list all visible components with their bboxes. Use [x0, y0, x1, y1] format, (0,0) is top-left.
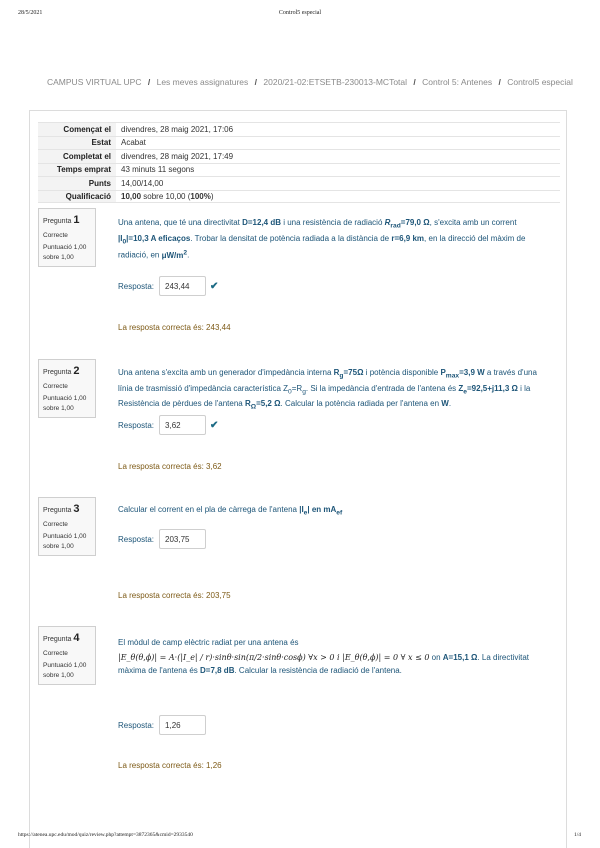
breadcrumb-separator: / — [498, 77, 501, 87]
question-info-4 — [38, 626, 96, 685]
question-number: 1 — [73, 214, 80, 226]
breadcrumb-campus[interactable]: CAMPUS VIRTUAL UPC — [47, 77, 142, 87]
text-bold: R — [384, 218, 391, 227]
text-sup: 2 — [183, 249, 188, 257]
grade-value: 10,00 — [121, 191, 142, 201]
check-icon: ✔ — [210, 280, 219, 292]
check-icon: ✔ — [210, 419, 219, 431]
answer-row-3 — [118, 529, 206, 549]
correct-answer-2 — [118, 462, 222, 471]
text-bold: A=15,1 Ω — [442, 653, 478, 663]
text-span: . Calcular la resistència de radiació de l'antena. — [234, 666, 402, 676]
question-grade-max: sobre 1,00 — [43, 671, 74, 679]
correct-prefix: La resposta correcta és: — [118, 591, 207, 600]
correct-value: 203,75 — [206, 591, 231, 600]
text-span: . — [187, 250, 190, 260]
text-bold: R — [244, 399, 251, 409]
print-url: https://atenea.upc.edu/mod/quiz/review.php?attempt=3872365&cmid=2933540 — [18, 832, 193, 838]
grade-percent: 100% — [190, 191, 211, 201]
breadcrumb — [47, 77, 573, 87]
question-prefix: Pregunta — [43, 218, 72, 225]
text-span: on — [429, 653, 443, 663]
question-info-3 — [38, 497, 96, 556]
summary-row-state — [38, 136, 560, 150]
answer-input[interactable]: 1,26 — [159, 715, 206, 735]
question-grade: Puntuació 1,00 — [43, 533, 87, 541]
e-field-formula: |E_θ(θ,ϕ)| = A·(|I_e| / r)·sinθ·sin(π/2·sinθ·cosϕ) ∀x > 0 i |E_θ(θ,ϕ)| = 0 ∀ x ≤ 0 — [118, 653, 430, 663]
summary-value: divendres, 28 maig 2021, 17:06 — [121, 124, 234, 134]
text-span: Una antena s'excita amb un generador d'impedància interna — [118, 368, 334, 377]
attempt-summary-table — [38, 122, 560, 203]
question-state: Correcte — [43, 520, 68, 528]
summary-value: 43 minuts 11 segons — [121, 165, 195, 175]
answer-input[interactable]: 203,75 — [159, 529, 206, 549]
text-span: i la Resistència de pèrdues de l'antena — [118, 383, 531, 409]
text-sub: ef — [336, 509, 343, 517]
answer-row-2 — [118, 415, 218, 435]
question-text-1 — [118, 216, 548, 262]
text-bold: W — [441, 399, 449, 409]
text-span: , en la direcció del màxim de radiació, en — [118, 233, 526, 260]
question-text-3 — [118, 503, 548, 519]
breadcrumb-separator: / — [413, 77, 416, 87]
summary-row-started — [38, 122, 560, 136]
text-span: a través d'una línia de trasmissió d'impedància característica Z — [118, 368, 537, 393]
text-line: El mòdul de camp elèctric radiat per una antena és — [118, 638, 299, 647]
grade-suffix: sobre 10,00 ( — [141, 191, 191, 201]
answer-label: Resposta: — [118, 720, 155, 730]
summary-label: Completat el — [38, 150, 116, 163]
text-span: Calcular el corrent en el pla de càrrega de l'antena — [118, 505, 300, 514]
question-grade: Puntuació 1,00 — [43, 244, 87, 252]
text-span: . Trobar la densitat de potència radiada a la distància de — [190, 233, 392, 243]
question-info-1 — [38, 208, 96, 267]
text-span: Una antena, que té una directivitat — [118, 218, 243, 227]
correct-prefix: La resposta correcta és: — [118, 761, 207, 770]
answer-label: Resposta: — [118, 281, 155, 291]
question-state: Correcte — [43, 231, 68, 239]
breadcrumb-my-courses[interactable]: Les meves assignatures — [156, 77, 249, 87]
answer-input[interactable]: 3,62 — [159, 415, 206, 435]
text-bold: |I — [118, 233, 123, 243]
question-info-2 — [38, 359, 96, 418]
text-sub: 0 — [122, 238, 127, 246]
text-sub: g — [339, 372, 344, 380]
breadcrumb-quiz[interactable]: Control5 especial — [507, 77, 573, 87]
text-bold: R — [333, 368, 340, 377]
summary-value: divendres, 28 maig 2021, 17:49 — [121, 151, 234, 161]
text-bold: =75Ω — [343, 368, 364, 377]
summary-label: Punts — [38, 177, 116, 190]
breadcrumb-separator: / — [147, 77, 151, 87]
correct-value: 1,26 — [206, 761, 222, 770]
summary-row-points — [38, 176, 560, 190]
question-text-2 — [118, 366, 548, 413]
breadcrumb-section[interactable]: Control 5: Antenes — [422, 77, 493, 87]
answer-row-4 — [118, 715, 206, 735]
summary-row-time — [38, 163, 560, 177]
text-bold: r=6,9 km — [391, 233, 425, 243]
question-text-4 — [118, 636, 548, 678]
text-sub: e — [303, 509, 308, 517]
text-sub: e — [463, 388, 467, 396]
print-date: 28/5/2021 — [18, 10, 43, 16]
question-grade: Puntuació 1,00 — [43, 395, 87, 403]
summary-label: Estat — [38, 137, 116, 150]
text-bold: =92,5+j11,3 Ω — [467, 383, 518, 393]
summary-value — [116, 192, 214, 201]
text-bold: D=12,4 dB — [242, 218, 281, 227]
correct-value: 243,44 — [206, 323, 231, 332]
text-bold: | en mA — [307, 505, 337, 514]
text-span: . — [448, 399, 452, 409]
summary-value: Acabat — [121, 138, 146, 148]
question-grade-max: sobre 1,00 — [43, 253, 74, 261]
text-span: , s'excita amb un corrent — [429, 218, 517, 227]
text-bold: μW/m — [161, 250, 184, 260]
summary-label: Començat el — [38, 123, 116, 136]
correct-value: 3,62 — [206, 462, 222, 471]
text-sub: g — [302, 388, 306, 396]
question-number: 2 — [73, 365, 80, 377]
print-page-number: 1/4 — [573, 832, 581, 838]
text-span: =R — [291, 383, 303, 393]
text-sub: max — [445, 372, 460, 380]
print-title: Control5 especial — [278, 10, 322, 16]
summary-label: Qualificació — [38, 191, 116, 203]
text-bold: |I — [299, 505, 304, 514]
correct-prefix: La resposta correcta és: — [118, 462, 207, 471]
text-bold: =79,0 Ω — [400, 218, 430, 227]
text-bold: =3,9 W — [459, 368, 485, 377]
question-prefix: Pregunta — [43, 369, 72, 376]
text-span: i potència disponible — [363, 368, 441, 377]
question-grade-max: sobre 1,00 — [43, 542, 74, 550]
question-prefix: Pregunta — [43, 507, 72, 514]
text-span: . La directivitat màxima de l'antena és — [118, 653, 530, 676]
answer-label: Resposta: — [118, 534, 155, 544]
text-bold: P — [440, 368, 446, 377]
breadcrumb-course[interactable]: 2020/21-02:ETSETB-230013-MCTotal — [263, 77, 408, 87]
text-bold: D=7,8 dB — [200, 666, 235, 676]
text-sub: Ω — [250, 403, 257, 411]
correct-answer-3 — [118, 591, 231, 600]
text-sub: rad — [390, 222, 401, 230]
question-state: Correcte — [43, 649, 68, 657]
formula-line — [118, 651, 548, 677]
correct-answer-1 — [118, 323, 231, 332]
text-span: i una resistència de radiació — [281, 218, 385, 227]
summary-row-completed — [38, 149, 560, 163]
question-number: 4 — [73, 632, 80, 644]
grade-close: ) — [210, 191, 214, 201]
question-prefix: Pregunta — [43, 636, 72, 643]
question-number: 3 — [73, 503, 80, 515]
text-sub: 0 — [288, 388, 292, 396]
question-state: Correcte — [43, 382, 68, 390]
summary-value: 14,00/14,00 — [121, 178, 164, 188]
answer-label: Resposta: — [118, 420, 155, 430]
summary-row-grade — [38, 190, 560, 204]
breadcrumb-separator: / — [254, 77, 258, 87]
answer-row-1 — [118, 276, 218, 296]
summary-label: Temps emprat — [38, 164, 116, 177]
text-span: . Si la impedància d'entrada de l'antena és — [305, 383, 459, 393]
text-bold: =5,2 Ω — [256, 399, 281, 409]
question-grade: Puntuació 1,00 — [43, 662, 87, 670]
question-grade-max: sobre 1,00 — [43, 404, 74, 412]
correct-prefix: La resposta correcta és: — [118, 323, 207, 332]
text-bold: Z — [458, 383, 464, 393]
correct-answer-4 — [118, 761, 222, 770]
text-span: . Calcular la potència radiada per l'antena en — [280, 399, 442, 409]
answer-input[interactable]: 243,44 — [159, 276, 206, 296]
text-bold: |=10,3 A eficaços — [126, 233, 191, 243]
